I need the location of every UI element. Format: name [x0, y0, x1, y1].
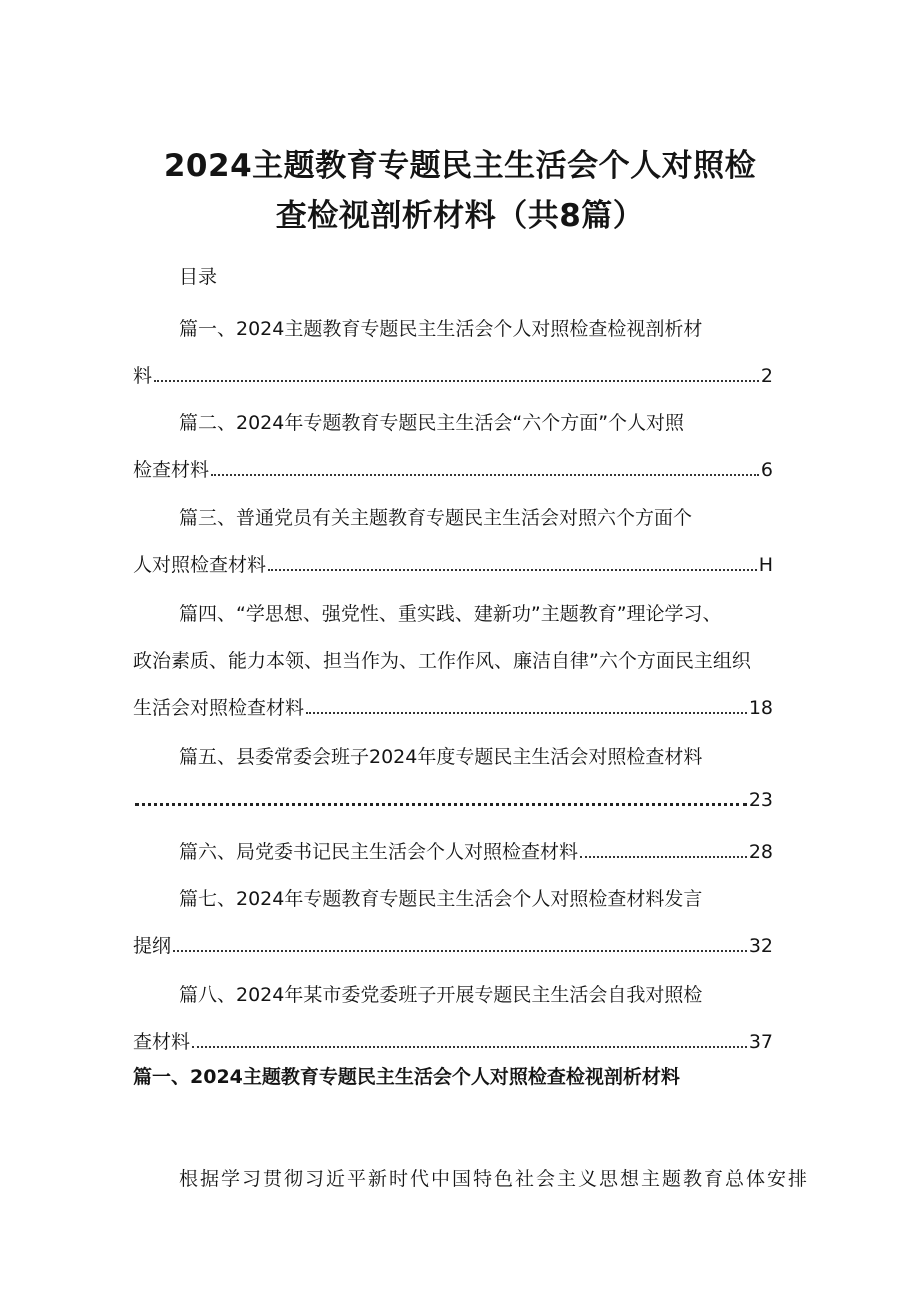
toc-entry-1-page: 2: [760, 365, 773, 387]
toc-leader-dots: [192, 1045, 747, 1048]
toc-entry-1-text: 料: [133, 365, 153, 387]
toc-entry-3[interactable]: [133, 550, 773, 577]
body-paragraph-first-line: 根据学习贯彻习近平新时代中国特色社会主义思想主题教育总体安排: [179, 1168, 810, 1190]
toc-entry-7-text: 提纲: [133, 935, 172, 957]
toc-entry-2-page: 6: [760, 459, 773, 481]
toc-entry-4-text: 生活会对照检查材料: [133, 697, 305, 719]
toc-entry-2-line-1: 篇二、2024年专题教育专题民主生活会“六个方面”个人对照: [179, 412, 685, 434]
toc-entry-4-line-1: 篇四、“学思想、强党性、重实践、建新功”主题教育”理论学习、: [179, 603, 722, 625]
toc-entry-4-page: 18: [748, 697, 773, 719]
toc-entry-6-text: 篇六、局党委书记民主生活会个人对照检查材料: [179, 841, 579, 863]
toc-entry-5-page: 23: [748, 789, 773, 811]
toc-leader-dots: [580, 855, 747, 858]
toc-entry-6[interactable]: [179, 837, 773, 864]
toc-heading: 目录: [179, 266, 218, 288]
document-title-line-1: 2024主题教育专题民主生活会个人对照检: [163, 148, 757, 184]
toc-leader-dots: [135, 802, 747, 806]
toc-entry-7-line-1: 篇七、2024年专题教育专题民主生活会个人对照检查材料发言: [179, 888, 703, 910]
toc-entry-8[interactable]: [133, 1027, 773, 1054]
toc-entry-7-page: 32: [748, 935, 773, 957]
toc-entry-1[interactable]: [133, 361, 773, 388]
toc-entry-8-line-1: 篇八、2024年某市委党委班子开展专题民主生活会自我对照检: [179, 984, 703, 1006]
document-title-line-2: 查检视剖析材料（共8篇）: [275, 198, 645, 234]
toc-entry-7[interactable]: [133, 931, 773, 958]
toc-entry-2[interactable]: [133, 455, 773, 482]
toc-entry-5-line-1: 篇五、县委常委会班子2024年度专题民主生活会对照检查材料: [179, 746, 703, 768]
section-heading: 篇一、2024主题教育专题民主生活会个人对照检查检视剖析材料: [133, 1066, 680, 1088]
toc-entry-3-text: 人对照检查材料: [133, 554, 267, 576]
toc-leader-dots: [306, 711, 747, 714]
toc-entry-8-page: 37: [748, 1031, 773, 1053]
toc-entry-3-page: H: [758, 554, 773, 576]
toc-entry-1-line-1: 篇一、2024主题教育专题民主生活会个人对照检查检视剖析材: [179, 318, 703, 340]
toc-entry-4[interactable]: [133, 693, 773, 720]
toc-entry-5[interactable]: [133, 789, 773, 812]
toc-entry-4-line-2: 政治素质、能力本领、担当作为、工作作风、廉洁自律”六个方面民主组织: [133, 650, 751, 672]
toc-entry-6-page: 28: [748, 841, 773, 863]
toc-leader-dots: [268, 568, 757, 571]
toc-entry-3-line-1: 篇三、普通党员有关主题教育专题民主生活会对照六个方面个: [179, 507, 693, 529]
toc-entry-8-text: 查材料: [133, 1031, 191, 1053]
toc-leader-dots: [211, 473, 759, 476]
toc-leader-dots: [173, 949, 747, 952]
toc-leader-dots: [154, 379, 759, 382]
toc-entry-2-text: 检查材料: [133, 459, 210, 481]
